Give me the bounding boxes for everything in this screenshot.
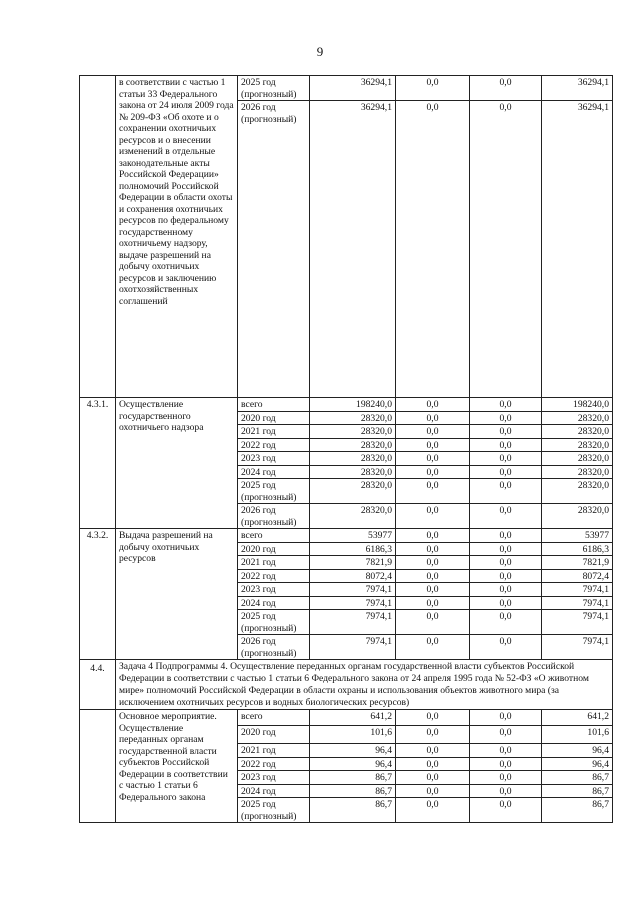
value-cell: 28320,0 xyxy=(542,411,613,425)
value-cell: 53977 xyxy=(542,529,613,543)
total-cell: 36294,1 xyxy=(310,76,396,101)
row-number-cell: 4.3.1. xyxy=(80,398,116,529)
value-cell: 0,0 xyxy=(470,757,542,771)
year-cell: 2020 год xyxy=(238,542,310,556)
total-cell: 7974,1 xyxy=(310,583,396,597)
value-cell: 0,0 xyxy=(470,610,542,635)
total-cell: 28320,0 xyxy=(310,465,396,479)
value-cell: 0,0 xyxy=(470,583,542,597)
value-cell: 0,0 xyxy=(470,784,542,798)
total-cell: 28320,0 xyxy=(310,411,396,425)
total-cell: 7821,9 xyxy=(310,556,396,570)
value-cell: 0,0 xyxy=(470,744,542,758)
table-row xyxy=(80,398,613,412)
row-number-cell xyxy=(80,710,116,823)
value-cell: 0,0 xyxy=(470,452,542,466)
value-cell: 0,0 xyxy=(470,504,542,529)
value-cell: 6186,3 xyxy=(542,542,613,556)
value-cell: 0,0 xyxy=(470,771,542,785)
event-name-cell: Выдача разрешений на добычу охотничьих ресурсов xyxy=(116,529,238,660)
value-cell: 7974,1 xyxy=(542,610,613,635)
value-cell: 0,0 xyxy=(470,76,542,101)
year-cell: 2023 год xyxy=(238,452,310,466)
value-cell: 0,0 xyxy=(470,635,542,660)
row-number-cell xyxy=(80,76,116,398)
year-cell: всего xyxy=(238,710,310,726)
value-cell: 0,0 xyxy=(396,596,470,610)
value-cell: 0,0 xyxy=(470,529,542,543)
year-cell: 2021 год xyxy=(238,744,310,758)
total-cell: 96,4 xyxy=(310,757,396,771)
total-cell: 7974,1 xyxy=(310,610,396,635)
value-cell: 0,0 xyxy=(470,798,542,823)
value-cell: 0,0 xyxy=(470,479,542,504)
year-cell: 2026 год (прогнозный) xyxy=(238,635,310,660)
total-cell: 6186,3 xyxy=(310,542,396,556)
event-name-cell: в соответствии с частью 1 статьи 33 Федерального закона от 24 июля 2009 года № 209-ФЗ «Об охоте и о сохранении охотничьих ресурсов и о внесении изменений в отдельные законодательные акты Российской Федерации» полномочий Российской Федерации в области охоты и сохранения охотничьих ресурсов по федеральному государственному охотничьему надзору, выдаче разрешений на добычу охотничьих ресурсов и заключению охотхозяйственных соглашений xyxy=(116,76,238,398)
year-cell: 2022 год xyxy=(238,757,310,771)
value-cell: 0,0 xyxy=(396,411,470,425)
year-cell: 2023 год xyxy=(238,771,310,785)
value-cell: 0,0 xyxy=(470,465,542,479)
value-cell: 7974,1 xyxy=(542,635,613,660)
value-cell: 28320,0 xyxy=(542,425,613,439)
total-cell: 86,7 xyxy=(310,798,396,823)
total-cell: 8072,4 xyxy=(310,569,396,583)
value-cell: 28320,0 xyxy=(542,452,613,466)
value-cell: 0,0 xyxy=(396,542,470,556)
value-cell: 0,0 xyxy=(470,710,542,726)
year-cell: 2022 год xyxy=(238,569,310,583)
table-row xyxy=(80,529,613,543)
value-cell: 0,0 xyxy=(470,411,542,425)
value-cell: 7974,1 xyxy=(542,596,613,610)
value-cell: 0,0 xyxy=(396,635,470,660)
value-cell: 0,0 xyxy=(396,757,470,771)
value-cell: 86,7 xyxy=(542,798,613,823)
total-cell: 86,7 xyxy=(310,771,396,785)
total-cell: 28320,0 xyxy=(310,504,396,529)
value-cell: 0,0 xyxy=(470,542,542,556)
table-row xyxy=(80,76,613,101)
year-cell: 2024 год xyxy=(238,596,310,610)
total-cell: 7974,1 xyxy=(310,596,396,610)
year-cell: 2025 год (прогнозный) xyxy=(238,798,310,823)
value-cell: 96,4 xyxy=(542,744,613,758)
value-cell: 0,0 xyxy=(396,529,470,543)
value-cell: 86,7 xyxy=(542,784,613,798)
value-cell: 0,0 xyxy=(396,610,470,635)
value-cell: 0,0 xyxy=(396,798,470,823)
value-cell: 0,0 xyxy=(396,425,470,439)
total-cell: 101,6 xyxy=(310,726,396,744)
total-cell: 28320,0 xyxy=(310,425,396,439)
value-cell: 0,0 xyxy=(396,710,470,726)
budget-table xyxy=(79,75,613,823)
value-cell: 28320,0 xyxy=(542,465,613,479)
value-cell: 0,0 xyxy=(396,771,470,785)
row-number-cell: 4.4. xyxy=(80,660,116,710)
task-description: Задача 4 Подпрограммы 4. Осуществление переданных органам государственной власти субъектов Российской Федерации в соответствии с частью 1 статьи 6 Федерального закона от 24 апреля 1995 года № 52-ФЗ «О животном мире» полномочий Российской Федерации в области охраны и использования объектов животного мира (за исключением охотничьих ресурсов и водных биологических ресурсов) xyxy=(116,660,613,710)
total-cell: 7974,1 xyxy=(310,635,396,660)
year-cell: 2020 год xyxy=(238,411,310,425)
value-cell: 36294,1 xyxy=(542,76,613,101)
value-cell: 28320,0 xyxy=(542,438,613,452)
value-cell: 198240,0 xyxy=(542,398,613,412)
year-cell: 2026 год (прогнозный) xyxy=(238,101,310,398)
value-cell: 0,0 xyxy=(396,556,470,570)
value-cell: 0,0 xyxy=(396,569,470,583)
year-cell: 2020 год xyxy=(238,726,310,744)
value-cell: 0,0 xyxy=(470,438,542,452)
total-cell: 198240,0 xyxy=(310,398,396,412)
value-cell: 0,0 xyxy=(396,76,470,101)
year-cell: 2024 год xyxy=(238,784,310,798)
value-cell: 0,0 xyxy=(396,744,470,758)
value-cell: 86,7 xyxy=(542,771,613,785)
row-number-cell: 4.3.2. xyxy=(80,529,116,660)
value-cell: 0,0 xyxy=(470,398,542,412)
value-cell: 0,0 xyxy=(396,726,470,744)
year-cell: 2025 год (прогнозный) xyxy=(238,76,310,101)
year-cell: 2023 год xyxy=(238,583,310,597)
year-cell: 2025 год (прогнозный) xyxy=(238,479,310,504)
value-cell: 7974,1 xyxy=(542,583,613,597)
value-cell: 0,0 xyxy=(396,465,470,479)
value-cell: 101,6 xyxy=(542,726,613,744)
value-cell: 0,0 xyxy=(470,569,542,583)
value-cell: 0,0 xyxy=(470,596,542,610)
total-cell: 36294,1 xyxy=(310,101,396,398)
year-cell: 2025 год (прогнозный) xyxy=(238,610,310,635)
value-cell: 0,0 xyxy=(396,504,470,529)
year-cell: всего xyxy=(238,398,310,412)
value-cell: 36294,1 xyxy=(542,101,613,398)
total-cell: 53977 xyxy=(310,529,396,543)
year-cell: 2026 год (прогнозный) xyxy=(238,504,310,529)
value-cell: 0,0 xyxy=(470,556,542,570)
value-cell: 0,0 xyxy=(396,398,470,412)
value-cell: 0,0 xyxy=(396,583,470,597)
value-cell: 0,0 xyxy=(396,479,470,504)
value-cell: 0,0 xyxy=(470,101,542,398)
total-cell: 28320,0 xyxy=(310,479,396,504)
total-cell: 28320,0 xyxy=(310,438,396,452)
table-row xyxy=(80,660,613,710)
table-row xyxy=(80,710,613,726)
event-name-cell: Осуществление государственного охотничьего надзора xyxy=(116,398,238,529)
year-cell: 2021 год xyxy=(238,556,310,570)
year-cell: 2022 год xyxy=(238,438,310,452)
value-cell: 0,0 xyxy=(396,452,470,466)
year-cell: 2021 год xyxy=(238,425,310,439)
value-cell: 0,0 xyxy=(470,726,542,744)
page-number: 9 xyxy=(316,44,324,59)
year-cell: всего xyxy=(238,529,310,543)
value-cell: 28320,0 xyxy=(542,504,613,529)
value-cell: 0,0 xyxy=(396,438,470,452)
value-cell: 0,0 xyxy=(396,784,470,798)
value-cell: 0,0 xyxy=(396,101,470,398)
total-cell: 28320,0 xyxy=(310,452,396,466)
event-name-cell: Основное мероприятие. Осуществление переданных органам государственной власти субъектов Российской Федерации в соответствии с частью 1 статьи 6 Федерального закона xyxy=(116,710,238,823)
total-cell: 86,7 xyxy=(310,784,396,798)
total-cell: 96,4 xyxy=(310,744,396,758)
value-cell: 96,4 xyxy=(542,757,613,771)
value-cell: 28320,0 xyxy=(542,479,613,504)
year-cell: 2024 год xyxy=(238,465,310,479)
value-cell: 641,2 xyxy=(542,710,613,726)
total-cell: 641,2 xyxy=(310,710,396,726)
value-cell: 7821,9 xyxy=(542,556,613,570)
value-cell: 0,0 xyxy=(470,425,542,439)
value-cell: 8072,4 xyxy=(542,569,613,583)
